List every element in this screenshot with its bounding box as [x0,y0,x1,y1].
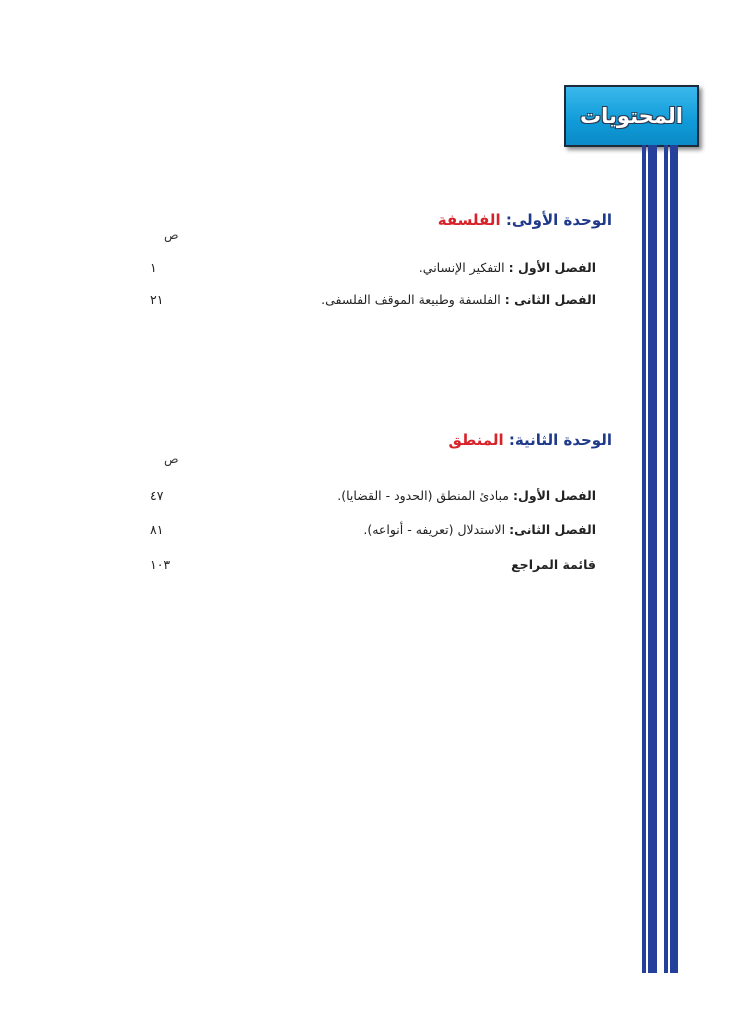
page-column-header: ص [164,452,179,466]
unit-label: الوحدة الأولى: [505,211,612,229]
decorative-stripe [670,145,678,973]
unit-label: الوحدة الثانية: [508,431,612,449]
unit-1-heading [438,211,612,229]
unit-subject: الفلسفة [437,211,501,229]
decorative-stripe [664,145,668,973]
chapter-label: الفصل الأول : [508,259,596,275]
unit-subject: المنطق [448,431,504,449]
page-number: ٢١ [150,291,164,307]
toc-row[interactable] [150,486,596,504]
contents-title: المحتويات [580,104,683,128]
toc-row[interactable] [150,258,596,276]
references-label: قائمة المراجع [511,556,596,572]
page-number: ٤٧ [150,487,164,503]
decorative-stripe [642,145,646,973]
toc-row[interactable] [150,520,596,538]
decorative-stripe [648,145,657,973]
toc-entry [321,292,596,307]
toc-entry [419,260,596,275]
chapter-title: الاستدلال (تعريفه - أنواعه). [363,521,506,537]
toc-row[interactable] [150,290,596,308]
page-number: ٨١ [150,521,164,537]
unit-2-heading [449,431,612,449]
page-column-header: ص [164,228,179,242]
chapter-label: الفصل الثانى : [504,291,596,307]
chapter-label: الفصل الأول: [512,487,596,503]
chapter-label: الفصل الثانى: [509,521,596,537]
toc-entry [337,488,596,503]
page-number: ١ [150,259,157,275]
chapter-title: الفلسفة وطبيعة الموقف الفلسفى. [321,291,501,307]
chapter-title: التفكير الإنساني. [418,259,505,275]
toc-entry [511,557,596,572]
chapter-title: مبادئ المنطق (الحدود - القضايا). [337,487,509,503]
contents-title-box [564,85,699,147]
page-number: ١٠٣ [150,556,171,572]
toc-entry [363,522,596,537]
toc-row[interactable] [150,555,596,573]
